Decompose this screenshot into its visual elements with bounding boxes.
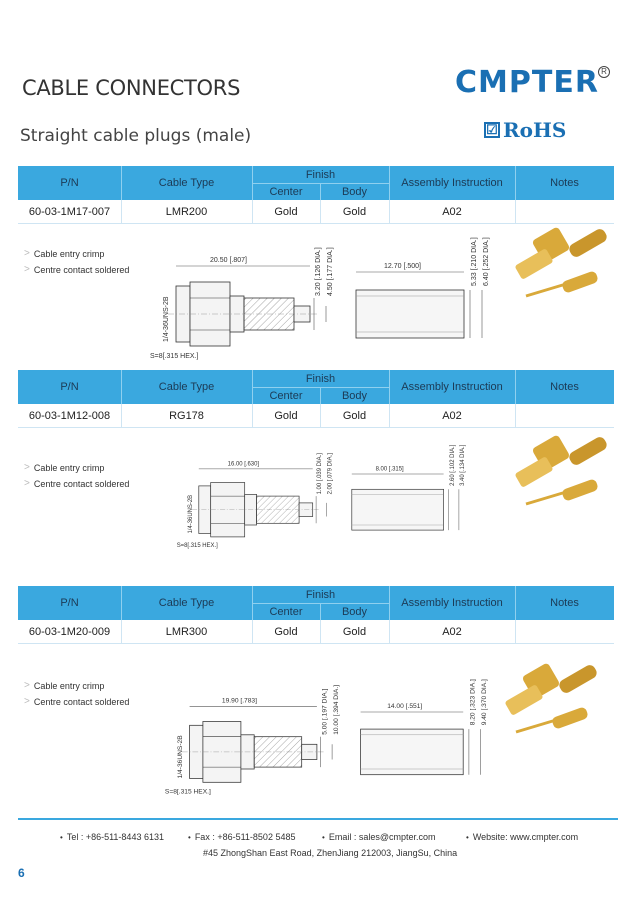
checkbox-icon: ☑ <box>484 122 500 138</box>
connector-body <box>192 483 320 537</box>
technical-drawing <box>158 440 466 575</box>
connector-photo-icon <box>504 662 598 732</box>
footer-divider <box>18 818 618 820</box>
cmpter-logo <box>455 65 607 100</box>
dim-f2: 3.40 [.134 DIA.] <box>460 444 466 486</box>
header-body: Body <box>341 389 368 402</box>
dim-d2: 10.00 [.394 DIA.] <box>332 684 340 735</box>
header-assembly: Assembly Instruction <box>401 381 503 393</box>
dim-length: 16.00 [.630] <box>227 461 260 468</box>
rohs-label: RoHS <box>503 118 567 142</box>
list-item <box>24 476 129 492</box>
feature-text: Centre contact soldered <box>33 265 130 275</box>
connector-body <box>182 722 325 783</box>
product-photo <box>506 222 616 312</box>
cell-pn: 60-03-1M17-007 <box>28 206 111 218</box>
dim-d2: 4.50 [.177 DIA.] <box>327 247 334 296</box>
header-pn: P/N <box>60 597 79 609</box>
cell-notes <box>515 200 614 224</box>
dim-ferrule-length: 8.00 [.315] <box>375 466 404 473</box>
list-item <box>24 460 129 476</box>
list-item <box>24 246 129 262</box>
dim-d1: 5.00 [.197 DIA.] <box>321 688 329 735</box>
dim-f1: 5.33 [.210 DIA.] <box>471 237 478 286</box>
dim-d1: 3.20 [.126 DIA.] <box>315 247 322 296</box>
table-header <box>18 370 614 404</box>
technical-drawing <box>144 674 504 796</box>
dim-ferrule-length: 12.70 [.500] <box>384 263 421 270</box>
tel-text: Tel : +86-511-8443 6131 <box>66 832 164 842</box>
dim-hex: S=8[.315 HEX.] <box>164 788 211 796</box>
header-center: Center <box>269 605 303 618</box>
cell-center: Gold <box>274 410 298 422</box>
table-row <box>18 404 614 428</box>
dim-d1: 1.00 [.039 DIA.] <box>317 453 324 495</box>
dim-hex: S=8[.315 HEX.] <box>176 543 218 550</box>
bullet-icon: • <box>466 832 469 842</box>
cell-assembly: A02 <box>442 410 462 422</box>
product-photo <box>506 430 616 520</box>
header-cable-type: Cable Type <box>158 597 215 609</box>
chevron-right-icon: > <box>24 696 30 707</box>
cell-body: Gold <box>342 206 367 218</box>
connector-photo-icon <box>514 226 608 296</box>
dim-thread: 1/4-36UNS-2B <box>188 494 194 534</box>
bullet-icon: • <box>60 832 63 842</box>
page-title: CABLE CONNECTORS <box>22 76 241 100</box>
cell-center: Gold <box>274 626 298 638</box>
header-assembly: Assembly Instruction <box>401 597 503 609</box>
chevron-right-icon: > <box>24 264 30 275</box>
cell-cable-type: LMR300 <box>165 626 208 638</box>
ferrule <box>352 489 444 530</box>
feature-list <box>24 246 129 278</box>
page-number: 6 <box>18 866 25 880</box>
header-finish: Finish <box>305 372 336 385</box>
dim-d2: 2.00 [.079 DIA.] <box>327 453 334 495</box>
feature-text: Cable entry crimp <box>33 249 105 259</box>
page-subtitle: Straight cable plugs (male) <box>20 126 252 146</box>
table-header <box>18 166 614 200</box>
table-row <box>18 200 614 224</box>
table-row <box>18 620 614 644</box>
cell-assembly: A02 <box>442 626 462 638</box>
footer-website <box>466 832 578 842</box>
header-notes: Notes <box>550 381 579 393</box>
header-cable-type: Cable Type <box>158 381 215 393</box>
header-body: Body <box>341 605 368 618</box>
header-finish: Finish <box>305 168 336 181</box>
header-center: Center <box>269 185 303 198</box>
footer-email <box>322 832 435 842</box>
cell-cable-type: RG178 <box>169 410 204 422</box>
chevron-right-icon: > <box>24 680 30 691</box>
dim-f1: 2.60 [.102 DIA.] <box>449 444 456 486</box>
dim-f2: 9.40 [.370 DIA.] <box>481 679 488 726</box>
bullet-icon: • <box>188 832 191 842</box>
header-notes: Notes <box>550 597 579 609</box>
header-cable-type: Cable Type <box>158 177 215 189</box>
header-assembly: Assembly Instruction <box>401 177 503 189</box>
bullet-icon: • <box>322 832 325 842</box>
cell-notes <box>515 404 614 428</box>
cell-pn: 60-03-1M12-008 <box>28 410 111 422</box>
dim-hex: S=8[.315 HEX.] <box>150 353 199 360</box>
header-pn: P/N <box>60 177 79 189</box>
dim-f1: 8.20 [.323 DIA.] <box>469 679 477 726</box>
feature-text: Centre contact soldered <box>33 697 130 707</box>
cell-center: Gold <box>274 206 298 218</box>
chevron-right-icon: > <box>24 478 30 489</box>
connector-body <box>168 282 318 346</box>
footer-fax <box>188 832 295 842</box>
email-text[interactable]: Email : sales@cmpter.com <box>328 832 436 842</box>
list-item <box>24 694 129 710</box>
product-photo <box>496 658 606 748</box>
chevron-right-icon: > <box>24 248 30 259</box>
feature-list <box>24 678 129 710</box>
cell-body: Gold <box>342 626 367 638</box>
header-pn: P/N <box>60 381 79 393</box>
ferrule <box>361 729 464 775</box>
website-text[interactable]: Website: www.cmpter.com <box>472 832 579 842</box>
dim-thread: 1/4-36UNS-2B <box>163 296 170 342</box>
table-header <box>18 586 614 620</box>
feature-list <box>24 460 129 492</box>
technical-drawing <box>128 232 508 372</box>
ferrule <box>356 290 464 338</box>
feature-text: Centre contact soldered <box>33 479 130 489</box>
dim-length: 19.90 [.783] <box>221 697 257 705</box>
header-notes: Notes <box>550 177 579 189</box>
header-finish: Finish <box>305 588 336 601</box>
chevron-right-icon: > <box>24 462 30 473</box>
dim-f2: 6.40 [.252 DIA.] <box>483 237 490 286</box>
logo-text: CMPTER <box>455 65 599 100</box>
cell-cable-type: LMR200 <box>165 206 208 218</box>
header-center: Center <box>269 389 303 402</box>
dim-ferrule-length: 14.00 [.551] <box>387 703 423 711</box>
rohs-badge <box>484 118 566 142</box>
feature-text: Cable entry crimp <box>33 681 105 691</box>
header-body: Body <box>341 185 368 198</box>
footer-address: #45 ZhongShan East Road, ZhenJiang 212003, JiangSu, China <box>203 848 458 858</box>
feature-text: Cable entry crimp <box>33 463 105 473</box>
dim-length: 20.50 [.807] <box>210 257 247 264</box>
cell-body: Gold <box>342 410 367 422</box>
cell-notes <box>515 620 614 644</box>
footer-tel <box>60 832 164 842</box>
connector-photo-icon <box>514 434 608 504</box>
registered-mark-icon: R <box>598 66 610 78</box>
fax-text: Fax : +86-511-8502 5485 <box>194 832 296 842</box>
dim-thread: 1/4-36UNS-2B <box>177 735 184 779</box>
cell-pn: 60-03-1M20-009 <box>28 626 111 638</box>
list-item <box>24 262 129 278</box>
cell-assembly: A02 <box>442 206 462 218</box>
list-item <box>24 678 129 694</box>
